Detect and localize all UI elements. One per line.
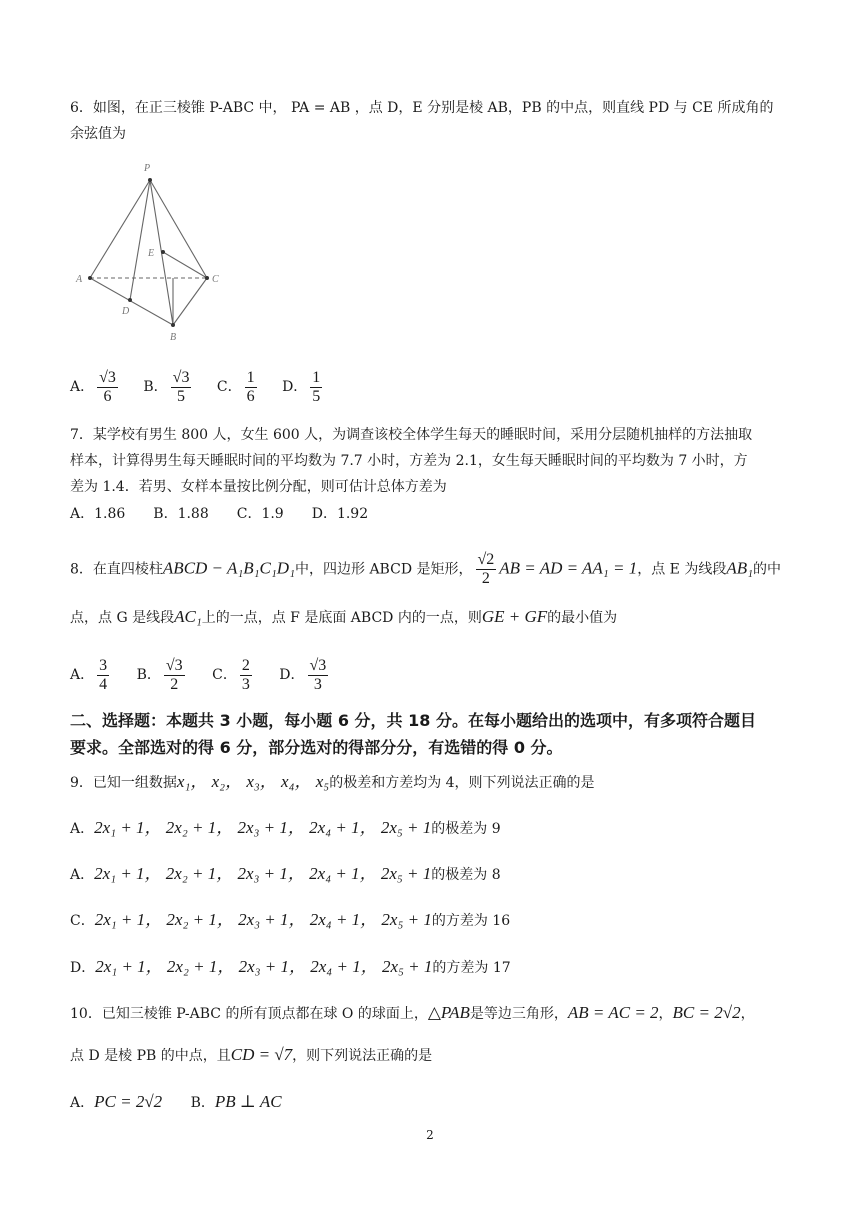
- label-d: D: [122, 306, 130, 317]
- q8-option-d[interactable]: D． $\frac{√3}{3}$: [279, 656, 327, 693]
- q6-option-a[interactable]: A． $\frac{√3}{6}$: [70, 368, 116, 405]
- q10-line2: 点 D 是棱 PB 的中点，且CD = √7，则下列说法正确的是: [70, 1045, 433, 1064]
- q6-options: [70, 366, 325, 408]
- label-c: C: [212, 274, 219, 285]
- q8-line1: 8．在直四棱柱ABCD − A₁B₁C₁D₁中，四边形 ABCD 是矩形， $\frac{√2}{2}$ AB = AD = AA₁ = 1，点 E 为线段AB₁的中: [70, 551, 782, 587]
- q10-option-b[interactable]: B．PB ⊥ AC: [190, 1092, 282, 1111]
- label-a: A: [76, 274, 83, 285]
- q7-line2: 样本，计算得男生每天睡眠时间的平均数为 7.7 小时，方差为 2.1，女生每天睡眠时间的平均数为 7 小时，方: [70, 453, 748, 469]
- pyramid-figure: [70, 160, 240, 350]
- q9-option-d[interactable]: D．2x₁ + 1， 2x₂ + 1， 2x₃ + 1， 2x₄ + 1， 2x₅ + 1的方差为 17: [70, 957, 511, 976]
- section2-heading-line2: 要求。全部选对的得 6 分，部分选对的得部分分，有选错的得 0 分。: [70, 738, 563, 757]
- label-e: E: [148, 248, 155, 259]
- label-b: B: [170, 332, 177, 343]
- q10-line1: 10．已知三棱锥 P-ABC 的所有顶点都在球 O 的球面上，△PAB是等边三角形，AB = AC = 2，BC = 2√2，: [70, 1003, 755, 1022]
- q10-option-a[interactable]: A．PC = 2√2: [70, 1092, 163, 1111]
- page-number: 2: [426, 1128, 434, 1142]
- q9-option-c[interactable]: C．2x₁ + 1， 2x₂ + 1， 2x₃ + 1， 2x₄ + 1， 2x₅ + 1的方差为 16: [70, 910, 511, 929]
- q6-line2: 余弦值为: [70, 126, 126, 142]
- q6-option-b[interactable]: B． $\frac{√3}{5}$: [143, 368, 190, 405]
- label-p: P: [144, 163, 151, 174]
- q6-option-c[interactable]: C． $\frac{1}{6}$: [216, 368, 255, 405]
- q10-options: [70, 1092, 282, 1113]
- q7-line1: 7．某学校有男生 800 人，女生 600 人，为调查该校全体学生每天的睡眠时间，采用分层随机抽样的方法抽取: [70, 427, 753, 443]
- q9-option-b[interactable]: A．2x₁ + 1， 2x₂ + 1， 2x₃ + 1， 2x₄ + 1， 2x₅ + 1的极差为 8: [70, 864, 501, 883]
- q8-options: [70, 654, 331, 696]
- section2-heading-line1: 二、选择题：本题共 3 小题，每小题 6 分，共 18 分。在每小题给出的选项中，有多项符合题目: [70, 711, 756, 730]
- q8-option-b[interactable]: B． $\frac{√3}{2}$: [136, 656, 183, 693]
- q7-line3: 差为 1.4．若男、女样本量按比例分配，则可估计总体方差为: [70, 479, 447, 495]
- q6-option-d[interactable]: D． $\frac{1}{5}$: [282, 368, 321, 405]
- q6-line1: 6．如图，在正三棱锥 P-ABC 中， PA = AB ，点 D，E 分别是棱 AB，PB 的中点，则直线 PD 与 CE 所成角的: [70, 100, 774, 116]
- q8-option-a[interactable]: A． $\frac{3}{4}$: [70, 656, 108, 693]
- q7-options[interactable]: A．1.86 B．1.88 C．1.9 D．1.92: [70, 506, 369, 522]
- q9-stem: 9．已知一组数据x₁， x₂， x₃， x₄， x₅的极差和方差均为 4，则下列说法正确的是: [70, 772, 595, 791]
- q8-option-c[interactable]: C． $\frac{2}{3}$: [212, 656, 250, 693]
- q9-option-a[interactable]: A．2x₁ + 1， 2x₂ + 1， 2x₃ + 1， 2x₄ + 1， 2x₅ + 1的极差为 9: [70, 818, 501, 837]
- q8-line2: 点，点 G 是线段AC₁上的一点，点 F 是底面 ABCD 内的一点，则GE + GF的最小值为: [70, 607, 618, 626]
